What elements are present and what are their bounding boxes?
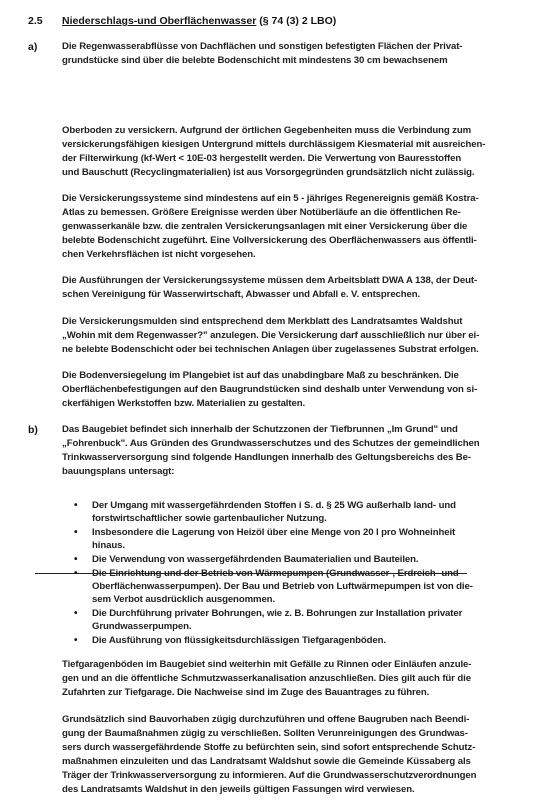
section-heading <box>62 15 336 27</box>
text-line: bauungsplans untersagt: <box>62 466 175 477</box>
bullet-icon: • <box>74 554 78 565</box>
text-line: Die Versickerungsmulden sind entsprechend dem Merkblatt des Landratsamtes Waldshut <box>62 316 463 327</box>
bullet-icon: • <box>74 500 78 511</box>
text-line: Grundwasserpumpen. <box>92 621 192 632</box>
strikethrough-line <box>35 573 467 574</box>
text-line: ne belebte Bodenschicht oder bei technischen Anlagen über zugelassenes Substrat erfolgen. <box>62 344 479 355</box>
item-b-marker: b) <box>28 424 38 436</box>
text-line: Die Regenwasserabflüsse von Dachflächen und sonstigen befestigten Flächen der Privat- <box>62 41 463 52</box>
text-line: gen und an die öffentliche Schmutzwasserkanalisation anzuschließen. Dies gilt auch für die <box>62 673 471 684</box>
text-line: Oberboden zu versickern. Aufgrund der örtlichen Gegebenheiten muss die Verbindung zum <box>62 125 472 136</box>
text-line: Der Umgang mit wassergefährdenden Stoffen i S. d. § 25 WG außerhalb land- und <box>92 500 456 511</box>
text-line: sers durch wassergefährdende Stoffe zu befürchten sein, sind sofort entsprechende Schutz- <box>62 742 476 753</box>
text-line: Die Durchführung privater Bohrungen, wie z. B. Bohrungen zur Installation privater <box>92 608 463 619</box>
text-line: der Filterwirkung (kf-Wert < 10E-03 hergestellt werden. Die Verwertung von Bauresstoffen <box>62 153 462 164</box>
section-title: Niederschlags-und Oberflächenwasser <box>62 15 257 27</box>
text-line: ckerfähigen Werkstoffen bzw. Materialien zu gestalten. <box>62 398 306 409</box>
text-line: und Bauschutt (Recyclingmaterialien) ist aus Vorsorgegründen grundsätzlich nicht zulässig. <box>62 167 475 178</box>
text-line: chen Verkehrsflächen ist nicht vorgesehen. <box>62 249 256 260</box>
text-line: schen Vereinigung für Wasserwirtschaft, Abwasser und Abfall e. V. entsprechen. <box>62 289 421 300</box>
text-line: Träger der Trinkwasserversorgung zu informieren. Auf die Grundwasserschutzverordnungen <box>62 770 477 781</box>
text-line: Tiefgaragenböden im Baugebiet sind weiterhin mit Gefälle zu Rinnen oder Einläufen anzule- <box>62 659 472 670</box>
text-line: grundstücke sind über die belebte Bodenschicht mit mindestens 30 cm bewachsenem <box>62 55 448 66</box>
text-line: sem Verbot ausdrücklich ausgenommen. <box>92 594 276 605</box>
text-line: Die Versickerungssysteme sind mindestens auf ein 5 - jähriges Regenereignis gemäß Kostra- <box>62 193 479 204</box>
text-line: Die Ausführung von flüssigkeitsdurchlässigen Tiefgaragenböden. <box>92 635 386 646</box>
text-line: genwasserkanäle bzw. die zentralen Versickerungsanlagen mit einer Versickerung über die <box>62 221 468 232</box>
bullet-icon: • <box>74 527 78 538</box>
text-line: Zufahrten zur Tiefgarage. Die Nachweise sind im Zuge des Bauantrages zu führen. <box>62 687 430 698</box>
text-line: gung der Baumaßnahmen zügig zu verschließen. Sollten Verunreinigungen des Grundwas- <box>62 728 468 739</box>
text-line: des Landratsamts Waldshut in den jeweils gültigen Fassungen wird verwiesen. <box>62 784 415 795</box>
text-line: „Wohin mit dem Regenwasser?" anzulegen. Die Versickerung darf ausschließlich nur über ei- <box>62 330 480 341</box>
text-line: hinaus. <box>92 540 125 551</box>
bullet-icon: • <box>74 608 78 619</box>
text-line: Trinkwasserversorgung sind folgende Handlungen innerhalb des Geltungsbereichs des Be- <box>62 452 471 463</box>
item-a-marker: a) <box>28 41 38 53</box>
section-reference: (§ 74 (3) 2 LBO) <box>259 15 337 27</box>
section-number: 2.5 <box>28 15 43 27</box>
text-line: „Fohrenbuck". Aus Gründen des Grundwasserschutzes und des Schutzes der gemeindlichen <box>62 438 480 449</box>
text-line: forstwirtschaftlicher sowie gartenbaulicher Nutzung. <box>92 513 327 524</box>
bullet-icon: • <box>74 635 78 646</box>
text-line: Grundsätzlich sind Bauvorhaben zügig durchzuführen und offene Baugruben nach Beendi- <box>62 714 470 725</box>
text-line: Oberflächenwasserpumpen). Der Bau und Betrieb von Luftwärmepumpen ist von die- <box>92 581 473 592</box>
text-line: belebte Bodenschicht zugeführt. Eine Vollversickerung des Oberflächenwassers aus öffentli- <box>62 235 477 246</box>
text-line: Die Verwendung von wassergefährdenden Baumaterialien und Bauteilen. <box>92 554 419 565</box>
text-line: Atlas zu bemessen. Größere Ereignisse werden über Notüberläufe an die öffentlichen Re- <box>62 207 461 218</box>
text-line: Insbesondere die Lagerung von Heizöl über eine Menge von 20 l pro Wohneinheit <box>92 527 456 538</box>
text-line: versickerungsfähigen kiesigen Untergrund mittels durchlässigem Kiesmaterial mit ausreichen- <box>62 139 486 150</box>
text-line: Die Bodenversiegelung im Plangebiet ist auf das unabdingbare Maß zu beschränken. Die <box>62 370 459 381</box>
text-line: Oberflächenbefestigungen auf den Baugrundstücken sind deshalb unter Verwendung von si- <box>62 384 478 395</box>
text-line: Die Ausführungen der Versickerungssysteme müssen dem Arbeitsblatt DWA A 138, der Deut- <box>62 275 478 286</box>
text-line: maßnahmen einzuleiten und das Landratsamt Waldshut sowie die Gemeinde Küssaberg als <box>62 756 471 767</box>
text-line: Das Baugebiet befindet sich innerhalb der Schutzzonen der Tiefbrunnen „Im Grund" und <box>62 424 458 435</box>
